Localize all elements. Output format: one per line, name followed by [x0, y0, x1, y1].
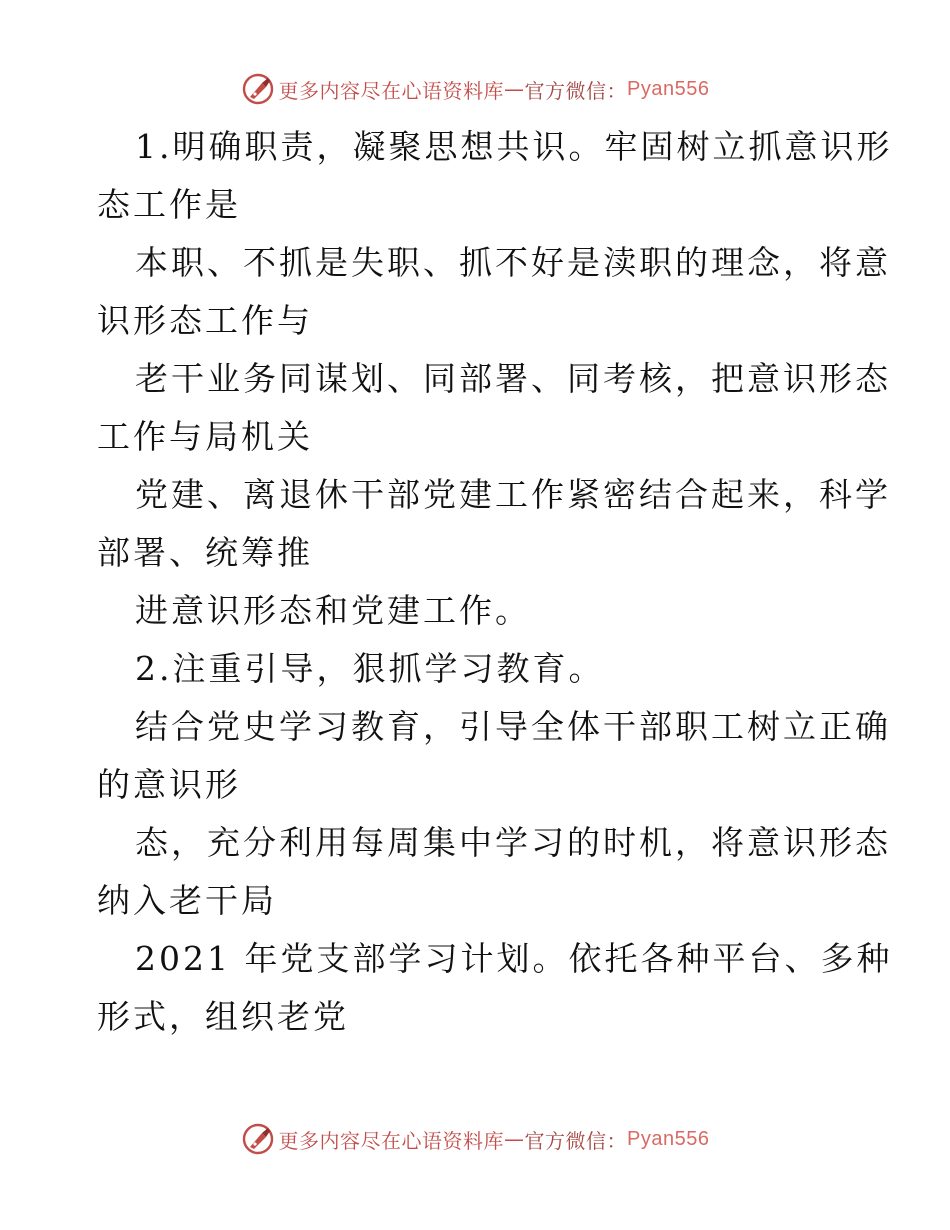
footer-banner — [0, 1122, 950, 1156]
body-line: 党建、离退休干部党建工作紧密结合起来，科学 — [135, 475, 891, 514]
body-line: 进意识形态和党建工作。 — [135, 591, 531, 630]
body-line: 本职、不抓是失职、抓不好是渎职的理念，将意 — [135, 243, 891, 282]
body-line: 工作与局机关 — [97, 417, 313, 456]
banner-wechat-id: Pyan556 — [627, 1127, 710, 1150]
pen-nib-logo-icon — [241, 72, 275, 106]
body-line: 态工作是 — [97, 185, 241, 224]
body-line: 2.注重引导，狠抓学习教育。 — [135, 649, 605, 688]
document-body — [97, 118, 893, 1046]
body-line: 2021 年党支部学习计划。依托各种平台、多种 — [135, 939, 893, 978]
banner-dash: — — [504, 77, 525, 101]
body-line: 部署、统筹推 — [97, 533, 313, 572]
header-banner — [0, 72, 950, 106]
body-line: 形式，组织老党 — [97, 997, 349, 1036]
banner-dash: — — [504, 1127, 525, 1151]
banner-main-text: 更多内容尽在心语资料库 — [278, 1128, 505, 1153]
body-line: 纳入老干局 — [97, 881, 277, 920]
body-line: 结合党史学习教育，引导全体干部职工树立正确 — [135, 707, 891, 746]
body-line: 1.明确职责，凝聚思想共识。牢固树立抓意识形 — [135, 127, 893, 166]
banner-main-text: 更多内容尽在心语资料库 — [278, 78, 505, 103]
body-line: 识形态工作与 — [97, 301, 313, 340]
banner-wechat-id: Pyan556 — [627, 77, 710, 100]
body-line: 态，充分利用每周集中学习的时机，将意识形态 — [135, 823, 891, 862]
banner-wechat-label: 官方微信： — [524, 78, 628, 103]
body-line: 老干业务同谋划、同部署、同考核，把意识形态 — [135, 359, 891, 398]
banner-wechat-label: 官方微信： — [524, 1128, 628, 1153]
body-line: 的意识形 — [97, 765, 241, 804]
pen-nib-logo-icon — [241, 1122, 275, 1156]
